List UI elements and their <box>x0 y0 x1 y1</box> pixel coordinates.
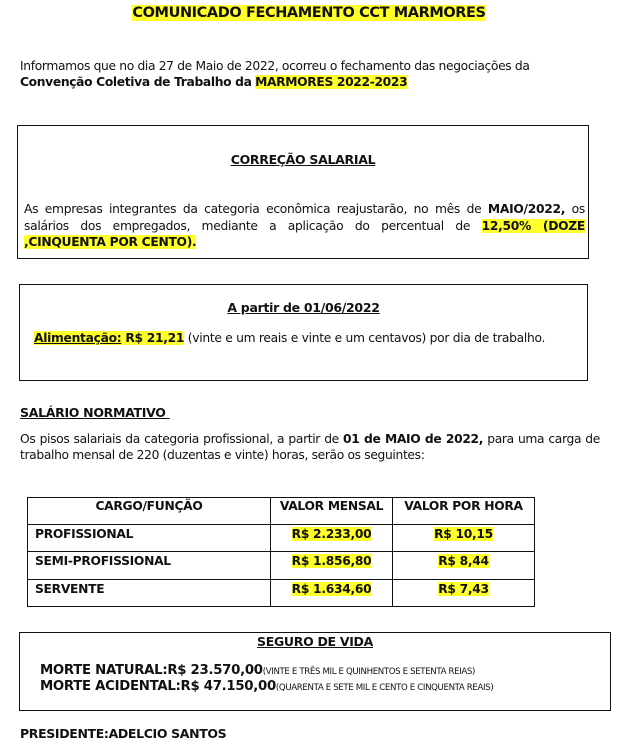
morte-acidental-words: (QUARENTA E SETE MIL E CENTO E CINQUENTA REAIS) <box>275 683 494 693</box>
valor-hora-cell <box>393 552 535 580</box>
salario-text-2: para uma carga de trabalho mensal de 220 (duzentas e vinte) horas, serão os seguintes: <box>20 432 600 462</box>
correcao-text-1: As empresas integrantes da categoria econômica reajustarão, no mês de <box>24 202 482 216</box>
seguro-vida-box <box>19 632 611 711</box>
morte-natural-line <box>40 663 475 678</box>
correcao-percent: 12,50% (DOZE ,CINQUENTA POR CENTO). <box>24 218 586 249</box>
correcao-salarial-box <box>17 125 589 259</box>
cargo-cell: SEMI-PROFISSIONAL <box>28 552 271 580</box>
valor-mensal-cell <box>271 552 393 580</box>
alimentacao-heading: A partir de 01/06/2022 <box>227 300 380 315</box>
header-cargo: CARGO/FUNÇÃO <box>28 498 271 525</box>
correcao-text-2: os salários dos empregados, mediante a aplicação do percentual de <box>24 202 585 233</box>
correcao-heading: CORREÇÃO SALARIAL <box>230 152 376 167</box>
morte-natural-value: MORTE NATURAL:R$ 23.570,00 <box>40 663 263 678</box>
alimentacao-box <box>19 284 588 381</box>
cargo-cell: SERVENTE <box>28 579 271 607</box>
morte-acidental-line <box>40 679 493 694</box>
valor-hora-value: R$ 7,43 <box>438 581 489 596</box>
valor-hora-cell <box>393 524 535 552</box>
morte-acidental-value: MORTE ACIDENTAL:R$ 47.150,00 <box>40 679 276 694</box>
president-signature: PRESIDENTE:ADELCIO SANTOS <box>20 726 227 741</box>
cargo-cell: PROFISSIONAL <box>28 524 271 552</box>
morte-natural-words: (VINTE E TRÊS MIL E QUINHENTOS E SETENTA REIAS) <box>262 667 476 677</box>
table-row <box>28 524 535 552</box>
table-row <box>28 552 535 580</box>
valor-mensal-value: R$ 1.634,60 <box>291 581 372 596</box>
valor-hora-value: R$ 8,44 <box>438 554 489 568</box>
valor-mensal-value: R$ 2.233,00 <box>291 526 372 541</box>
document-title <box>0 5 618 21</box>
document-title-text: COMUNICADO FECHAMENTO CCT MARMORES <box>132 5 486 21</box>
valor-mensal-cell <box>271 579 393 607</box>
salario-text-1: Os pisos salariais da categoria profissional, a partir de <box>20 432 344 446</box>
table-header-row <box>28 498 535 525</box>
salary-table <box>27 497 535 607</box>
salario-normativo-heading: SALÁRIO NORMATIVO <box>20 405 170 420</box>
correcao-month: MAIO/2022, <box>487 202 566 216</box>
header-valor-mensal: VALOR MENSAL <box>271 498 393 525</box>
salario-date: 01 de MAIO de 2022, <box>343 432 484 446</box>
valor-mensal-cell <box>271 524 393 552</box>
alimentacao-label: Alimentação: <box>34 331 122 345</box>
intro-paragraph <box>20 58 600 90</box>
intro-line-1: Informamos que no dia 27 de Maio de 2022, ocorreu o fechamento das negociações da <box>20 59 530 73</box>
header-valor-hora: VALOR POR HORA <box>393 498 535 525</box>
alimentacao-highlight <box>34 331 184 345</box>
table-row <box>28 579 535 607</box>
valor-mensal-value: R$ 1.856,80 <box>291 554 372 568</box>
alimentacao-description: (vinte e um reais e vinte e um centavos) por dia de trabalho. <box>184 331 546 345</box>
seguro-heading: SEGURO DE VIDA <box>257 634 373 649</box>
valor-hora-value: R$ 10,15 <box>434 526 493 541</box>
correcao-text <box>24 201 585 251</box>
alimentacao-value: R$ 21,21 <box>125 331 185 345</box>
intro-marmores: MARMORES 2022-2023 <box>255 75 408 89</box>
intro-line-2 <box>20 74 600 90</box>
valor-hora-cell <box>393 579 535 607</box>
salario-normativo-text <box>20 431 600 463</box>
alimentacao-text <box>34 330 583 346</box>
intro-convention: Convenção Coletiva de Trabalho da <box>20 75 252 89</box>
